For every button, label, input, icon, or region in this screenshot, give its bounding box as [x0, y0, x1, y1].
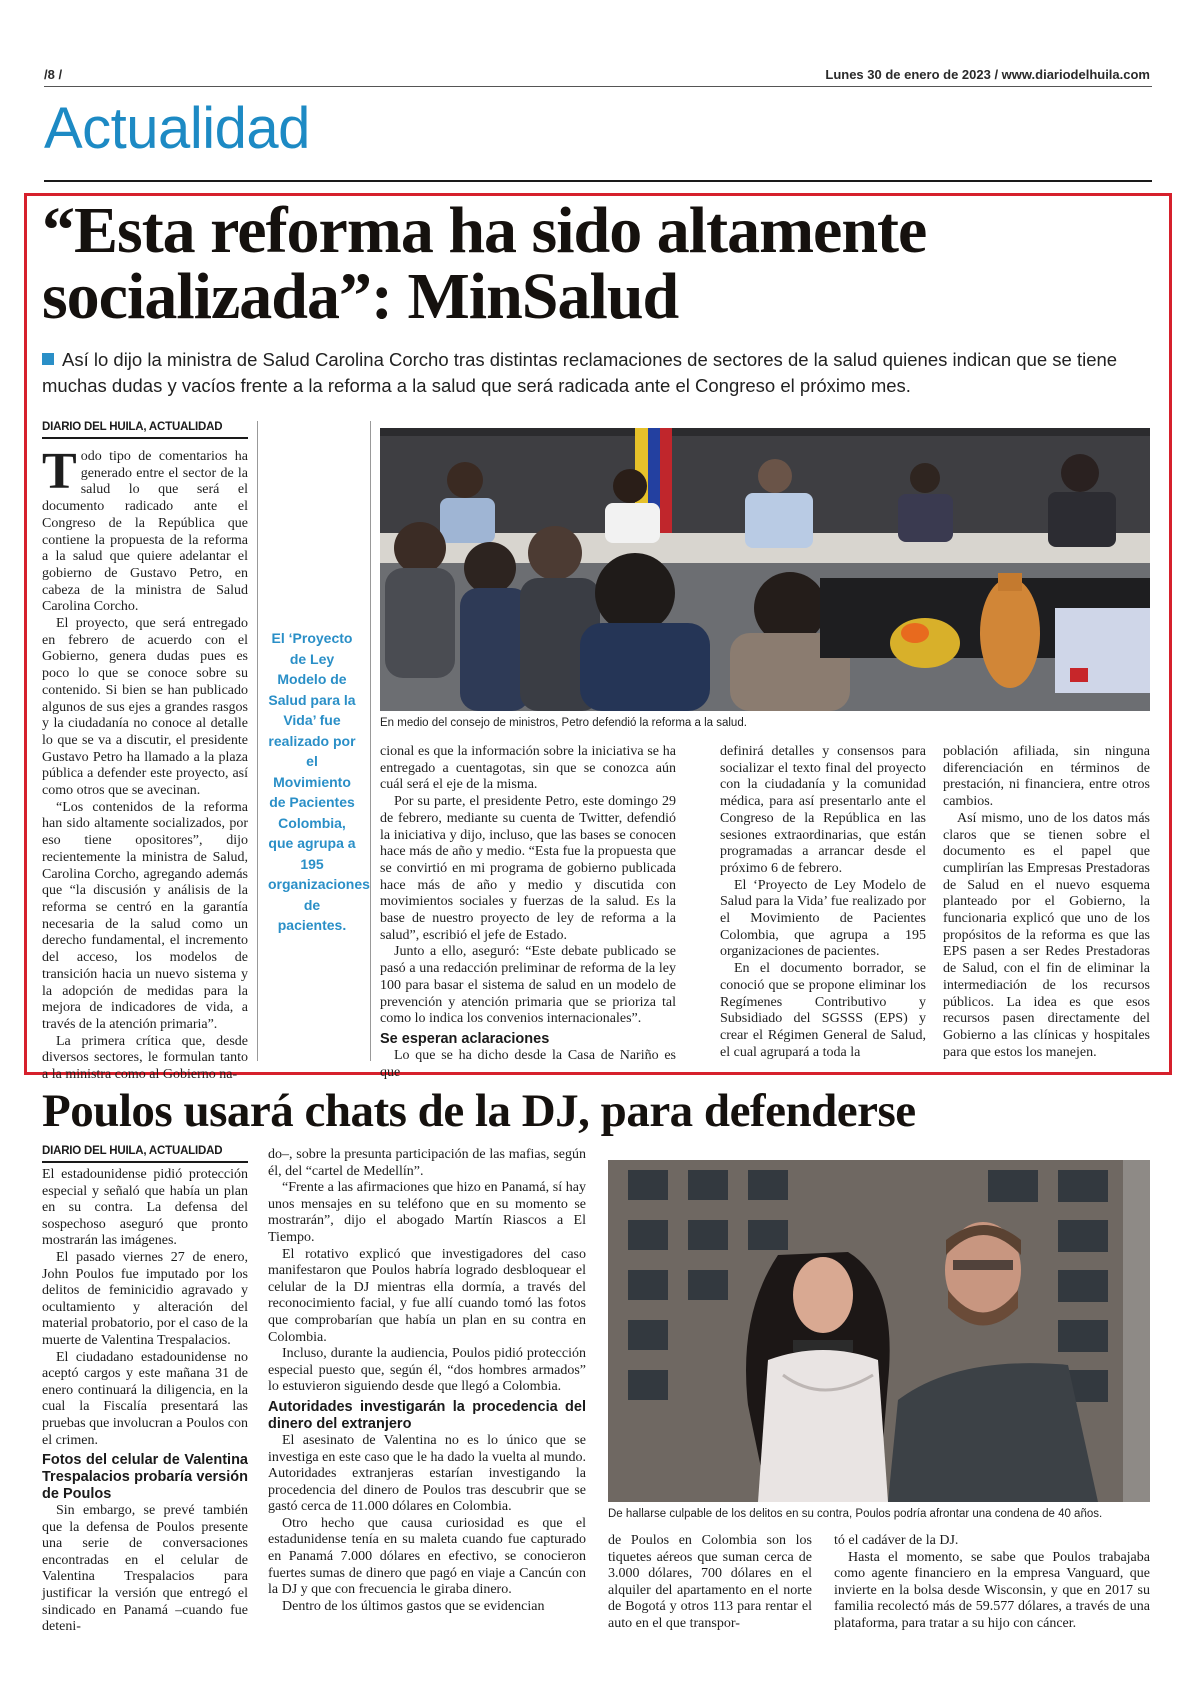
- paragraph: Por su parte, el presidente Petro, este domingo 29 de febrero, mediante su cuenta de Twitter, defendió la iniciativa y dijo, incluso, que las bases se conocen hace más de año y medio. “Esta fue la propuesta que se convirtió en mi programa de gobierno publicada hace más de año y medio y discutida con movimientos sociales y fuerzas de la salud. Es la base de nuestro proyecto de ley de reforma a la salud”, escribió el jefe de Estado.: [380, 794, 676, 943]
- section-title: Actualidad: [44, 96, 310, 161]
- paragraph: cional es que la información sobre la iniciativa se ha entregado a cuentagotas, sin que se conozca aún cuál será el eje de la misma.: [380, 744, 676, 793]
- section-rule: [44, 180, 1152, 182]
- drop-cap: T: [42, 443, 77, 500]
- paragraph: La primera crítica que, desde diversos sectores, le formulan tanto a la ministra como al Gobierno na-: [42, 1033, 248, 1083]
- paragraph: do–, sobre la presunta participación de las mafias, según él, del “cartel de Medellín”.: [268, 1147, 586, 1179]
- paragraph: El ciudadano estadounidense no aceptó cargos y este mañana 31 de enero continuará la diligencia, en la cual la Fiscalía presentará las pruebas que involucran a Poulos con el crimen.: [42, 1349, 248, 1448]
- paragraph: Junto a ello, aseguró: “Este debate publicado se pasó a una redacción preliminar de reforma de la ley 100 para basar el sistema de salud en un modelo de prevención y atención primaria que se prioriza tal como lo indica los convenios internacionales”.: [380, 944, 676, 1027]
- paragraph: “Los contenidos de la reforma han sido altamente socializados, por eso tiene opositores”, dijo recientemente la ministra de Salud, Carolina Corcho, agregando además que “la discusión y análisis de la reforma se centró en la garantía necesaria de la salud como un derecho fundamental, el incremento del acceso, los modelos de transición hacia un nuevo sistema y la adopción de medidas para la mejora de indicadores de vida, a través de la atención primaria”.: [42, 799, 248, 1032]
- page-number: /8 /: [44, 67, 63, 82]
- paragraph: tó el cadáver de la DJ.: [834, 1533, 959, 1548]
- paragraph: Incluso, durante la audiencia, Poulos pidió protección especial puesto que, según él, “dos hombres armados” lo estuvieron siguiendo desde que llegó a Colombia.: [268, 1346, 586, 1395]
- paragraph: El pasado viernes 27 de enero, John Poulos fue imputado por los delitos de feminicidio agravado y ocultamiento y alteración del material probatorio, por el caso de la muerte de Valentina Trespalacios.: [42, 1249, 248, 1348]
- article-lede: [42, 347, 1152, 399]
- paragraph: Así mismo, uno de los datos más claros que se tienen sobre el documento es el papel que cumplirían las Empresas Prestadoras de Salud en el nuevo esquema planteado por el Gobierno, la funcionaria explicó que uno de los propósitos de la reforma es que las EPS pasen a ser Redes Prestadoras de Salud, con el fin de eliminar la intermediación de los recursos públicos. La idea es que esos recursos pasen directamente del Gobierno a las clínicas y hospitales para que estos los manejen.: [943, 810, 1150, 1060]
- paragraph: El proyecto, que será entregado en febrero de acuerdo con el Gobierno, genera dudas pues es poco lo que se conoce sobre su contenido. Si bien se han publicado algunos de sus ejes a grandes rasgos y la ciudadanía no conoce al detalle lo que se va a discutir, el presidente Gustavo Petro ha llamado a la plaza pública a defender este proyecto, así como otros que se avecinan.: [42, 616, 248, 799]
- paragraph: “Frente a las afirmaciones que hizo en Panamá, sí hay unos mensajes en su teléfono que en su momento se mostrarán”, dijo el abogado Martín Riascos a El Tiempo.: [268, 1180, 586, 1245]
- article-headline: Poulos usará chats de la DJ, para defenderse: [42, 1085, 916, 1137]
- poulos-photo: [608, 1160, 1150, 1502]
- column-divider: [257, 421, 258, 1061]
- paragraph: El ‘Proyecto de Ley Modelo de Salud para la Vida’ fue realizado por el Movimiento de Pacientes Colombia, que agrupa a 195 organizaciones de pacientes.: [720, 877, 926, 960]
- bullet-square-icon: [42, 353, 54, 365]
- paragraph: Sin embargo, se prevé también que la defensa de Poulos presente una serie de conversaciones encontradas en el celular de Valentina Trespalacios para justificar la versión que entregó el sindicado en Panamá –cuando fue deteni-: [42, 1503, 248, 1635]
- article-column-2: [380, 744, 676, 1081]
- photo-caption: En medio del consejo de ministros, Petro defendió la reforma a la salud.: [380, 717, 747, 729]
- paragraph: Hasta el momento, se sabe que Poulos trabajaba como agente financiero en la empresa Vanguard, que invierte en la bolsa desde Wisconsin, y que en 2017 su familia recolectó más de 59.577 dólares, a través de una plataforma, para tratar a su hijo con cáncer.: [834, 1549, 1150, 1631]
- byline: DIARIO DEL HUILA, ACTUALIDAD: [42, 1145, 248, 1163]
- paragraph: El estadounidense pidió protección especial y señaló que había un plan en su contra. La defensa del sospechoso aseguró que pronto mostrarán las imágenes.: [42, 1167, 248, 1249]
- article-column-4: [943, 744, 1150, 1061]
- article-column-1: [42, 421, 248, 1084]
- paragraph: Dentro de los últimos gastos que se evidencian: [282, 1598, 545, 1614]
- council-photo: [380, 428, 1150, 711]
- article-column-1: [42, 1145, 248, 1636]
- paragraph: El asesinato de Valentina no es lo único que se investiga en este caso que le ha dado la vuelta al mundo. Autoridades extranjeras estarían investigando la procedencia del dinero de Poulos tras descubrir que se gastó cerca de 11.000 dólares en Colombia.: [268, 1432, 586, 1515]
- paragraph: Otro hecho que causa curiosidad es que el estadunidense tenía en su maleta cuando fue capturado en Panamá 7.000 dólares en efectivo, se conocieron fuertes sumas de dinero que pagó en viaje a Cancún con la DJ y que con frecuencia le giraba dinero.: [268, 1515, 586, 1598]
- article-headline: “Esta reforma ha sido altamente socializada”: MinSalud: [42, 194, 927, 333]
- date-and-website: Lunes 30 de enero de 2023 / www.diariodelhuila.com: [825, 67, 1150, 82]
- lede-text: Así lo dijo la ministra de Salud Carolina Corcho tras distintas reclamaciones de sectores de la salud quienes indican que se tiene muchas dudas y vacíos frente a la reforma a la salud que será radicada ante el Congreso el próximo mes.: [42, 349, 1118, 396]
- paragraph: población afiliada, sin ninguna diferenciación en términos de prestación, ni financiera, entre otros cambios.: [943, 744, 1150, 810]
- subheading: Autoridades investigarán la procedencia del dinero del extranjero: [268, 1398, 586, 1432]
- paragraph: definirá detalles y consensos para socializar el texto final del proyecto con la ciudadanía y la comunidad médica, para así presentarlo ante el Congreso de la República en las sesiones extraordinarias, que están programadas a arrancar desde el próximo 6 de febrero.: [720, 744, 926, 876]
- article-column-2: [268, 1147, 586, 1615]
- photo-caption: De hallarse culpable de los delitos en su contra, Poulos podría afrontar una condena de 40 años.: [608, 1508, 1103, 1520]
- article-column-3: [720, 744, 926, 1061]
- byline: DIARIO DEL HUILA, ACTUALIDAD: [42, 421, 248, 439]
- article-column-4: [834, 1533, 1150, 1633]
- paragraph: Lo que se ha dicho desde la Casa de Nariño es que: [380, 1047, 676, 1080]
- subheading: Se esperan aclaraciones: [380, 1030, 550, 1047]
- paragraph: El rotativo explicó que investigadores del caso manifestaron que Poulos habría logrado desbloquear el celular de la DJ mientras ella dormía, a través del reconocimiento facial, y fue allí cuando tomó las fotos que comprobarían que había un plan en su contra en Colombia.: [268, 1246, 586, 1345]
- header-rule: [44, 86, 1152, 87]
- paragraph: En el documento borrador, se conoció que se propone eliminar los Regímenes Contributivo y Subsidiado del SGSSS (EPS) y crear el Régimen General de Salud, el cual agrupará a toda la: [720, 961, 926, 1060]
- column-divider: [370, 421, 371, 1061]
- subheading: Fotos del celular de Valentina Trespalacios probaría versión de Poulos: [42, 1452, 248, 1503]
- paragraph: de Poulos en Colombia son los tiquetes aéreos que suman cerca de 3.000 dólares, 700 dólares en el alquiler del apartamento en el norte de Bogotá y otros 113 para rentar el auto en el que transpor-: [608, 1533, 812, 1631]
- article-column-3: [608, 1533, 812, 1633]
- pull-quote: El ‘Proyecto de Ley Modelo de Salud para la Vida’ fue realizado por el Movimiento de Pacientes Colombia, que agrupa a 195 organizaciones de pacientes.: [268, 630, 370, 933]
- paragraph: odo tipo de comentarios ha generado entre el sector de la salud lo que será el documento radicado ante el Congreso de la República que contiene la propuesta de la reforma a la salud que quiere adelantar el gobierno de Gustavo Petro, en cabeza de la ministra de Salud Carolina Corcho.: [42, 449, 248, 615]
